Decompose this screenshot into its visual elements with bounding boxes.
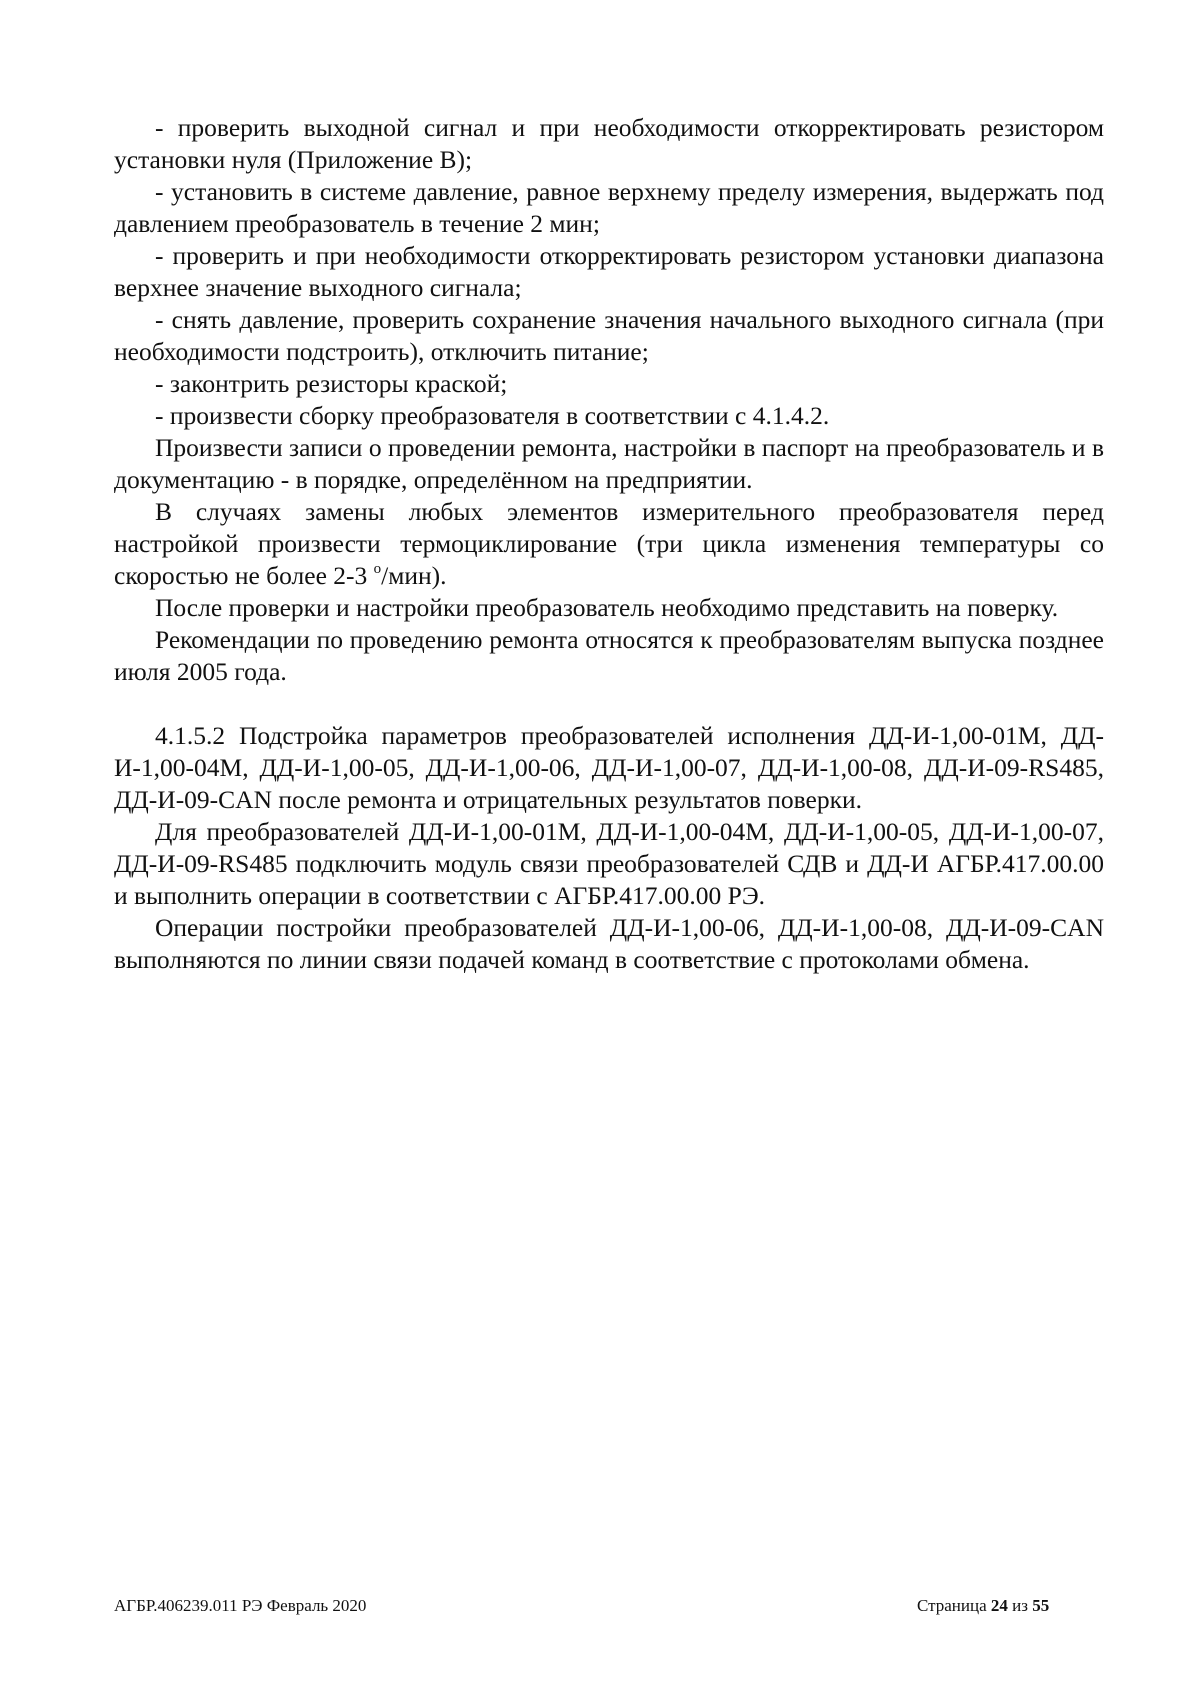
degree-superscript: о	[373, 561, 382, 577]
page-number: 24	[990, 1596, 1008, 1615]
tuning-operations-paragraph: Операции постройки преобразователей ДД-И-1,00-06, ДД-И-1,00-08, ДД-И-09-CAN выполняются по линии связи подачей команд в соответствие с протоколами обмена.	[114, 913, 1104, 974]
recommendations-paragraph: Рекомендации по проведению ремонта относятся к преобразователям выпуска позднее июля 2005 года.	[114, 625, 1104, 686]
verification-paragraph: После проверки и настройки преобразователь необходимо представить на поверку.	[155, 593, 1059, 622]
thermocycling-paragraph	[114, 496, 1104, 592]
page-total: 55	[1032, 1596, 1050, 1615]
page-label: Страница	[917, 1596, 987, 1615]
step-assemble: - произвести сборку преобразователя в соответствии с 4.1.4.2.	[155, 401, 830, 430]
thermocycling-text: В случаях замены любых элементов измерительного преобразователя перед настройкой произвести термоциклирование (три цикла изменения температуры со скоростью не более 2-3	[114, 497, 1104, 590]
section-4-1-5-2-heading: 4.1.5.2 Подстройка параметров преобразователей исполнения ДД-И-1,00-01М, ДД-И-1,00-04М, ДД-И-1,00-05, ДД-И-1,00-06, ДД-И-1,00-07, ДД-И-1,00-08, ДД-И-09-RS485, ДД-И-09-CAN после ремонта и отрицательных результатов поверки.	[114, 721, 1104, 814]
footer-page-counter	[917, 1596, 1049, 1616]
step-lock-resistors: - законтрить резисторы краской;	[155, 369, 508, 398]
step-adjust-range: - проверить и при необходимости откорректировать резистором установки диапазона верхнее значение выходного сигнала;	[114, 241, 1104, 302]
module-connection-paragraph: Для преобразователей ДД-И-1,00-01М, ДД-И-1,00-04М, ДД-И-1,00-05, ДД-И-1,00-07, ДД-И-09-RS485 подключить модуль связи преобразователей СДВ и ДД-И АГБР.417.00.00 и выполнить операции в соответствии с АГБР.417.00.00 РЭ.	[114, 817, 1104, 910]
step-apply-pressure: - установить в системе давление, равное верхнему пределу измерения, выдержать под давлением преобразователь в течение 2 мин;	[114, 177, 1104, 238]
page-body	[114, 112, 1104, 976]
step-release-pressure: - снять давление, проверить сохранение значения начального выходного сигнала (при необходимости подстроить), отключить питание;	[114, 305, 1104, 366]
repair-records-paragraph: Произвести записи о проведении ремонта, настройки в паспорт на преобразователь и в документацию - в порядке, определённом на предприятии.	[114, 433, 1104, 494]
step-check-zero: - проверить выходной сигнал и при необходимости откорректировать резистором установки нуля (Приложение В);	[114, 113, 1104, 174]
of-label: из	[1012, 1596, 1028, 1615]
footer-document-id: АГБР.406239.011 РЭ Февраль 2020	[114, 1596, 367, 1615]
thermocycling-unit: /мин).	[381, 561, 447, 590]
paragraph-gap	[114, 688, 1104, 720]
